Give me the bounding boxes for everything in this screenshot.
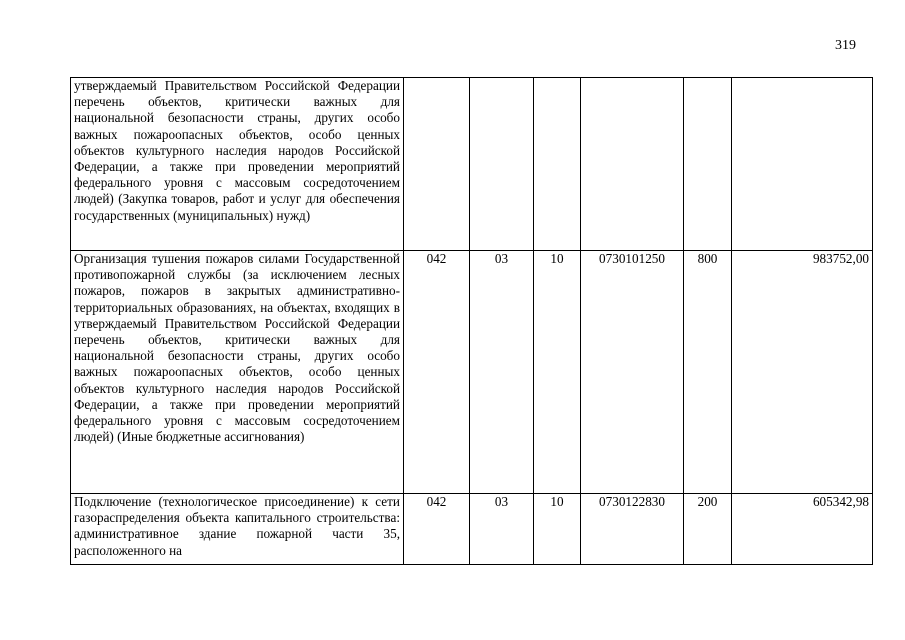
page-number: 319 bbox=[835, 38, 856, 53]
pr-cell: 10 bbox=[534, 494, 581, 565]
ved-cell bbox=[404, 78, 470, 251]
pr-cell bbox=[534, 78, 581, 251]
vr-cell: 800 bbox=[684, 251, 732, 494]
rz-cell: 03 bbox=[470, 494, 534, 565]
sum-cell bbox=[732, 78, 873, 251]
table-row bbox=[71, 78, 873, 251]
ved-cell: 042 bbox=[404, 251, 470, 494]
vr-cell: 200 bbox=[684, 494, 732, 565]
sum-cell: 605342,98 bbox=[732, 494, 873, 565]
budget-table bbox=[70, 77, 873, 565]
vr-cell bbox=[684, 78, 732, 251]
rz-cell bbox=[470, 78, 534, 251]
row-name-cell: Организация тушения пожаров силами Государственной противопожарной службы (за исключением лесных пожаров, пожаров в закрытых административно-территориальных образованиях, на объектах, входящих в утверждаемый Правительством Российской Федерации перечень объектов, критически важных для национальной безопасности страны, других особо важных пожароопасных объектов, особо ценных объектов культурного наследия народов Российской Федерации, а также при проведении мероприятий федерального уровня с массовым сосредоточением людей) (Иные бюджетные ассигнования) bbox=[71, 251, 404, 494]
pr-cell: 10 bbox=[534, 251, 581, 494]
csr-cell bbox=[581, 78, 684, 251]
csr-cell: 0730122830 bbox=[581, 494, 684, 565]
rz-cell: 03 bbox=[470, 251, 534, 494]
row-name-cell: утверждаемый Правительством Российской Федерации перечень объектов, критически важных для национальной безопасности страны, других особо важных пожароопасных объектов, особо ценных объектов культурного наследия народов Российской Федерации, а также при проведении мероприятий федерального уровня с массовым сосредоточением людей) (Закупка товаров, работ и услуг для обеспечения государственных (муниципальных) нужд) bbox=[71, 78, 404, 251]
table-row bbox=[71, 251, 873, 494]
csr-cell: 0730101250 bbox=[581, 251, 684, 494]
table-row bbox=[71, 494, 873, 565]
sum-cell: 983752,00 bbox=[732, 251, 873, 494]
ved-cell: 042 bbox=[404, 494, 470, 565]
row-name-cell: Подключение (технологическое присоединение) к сети газораспределения объекта капитального строительства: административное здание пожарной части 35, расположенного на bbox=[71, 494, 404, 565]
